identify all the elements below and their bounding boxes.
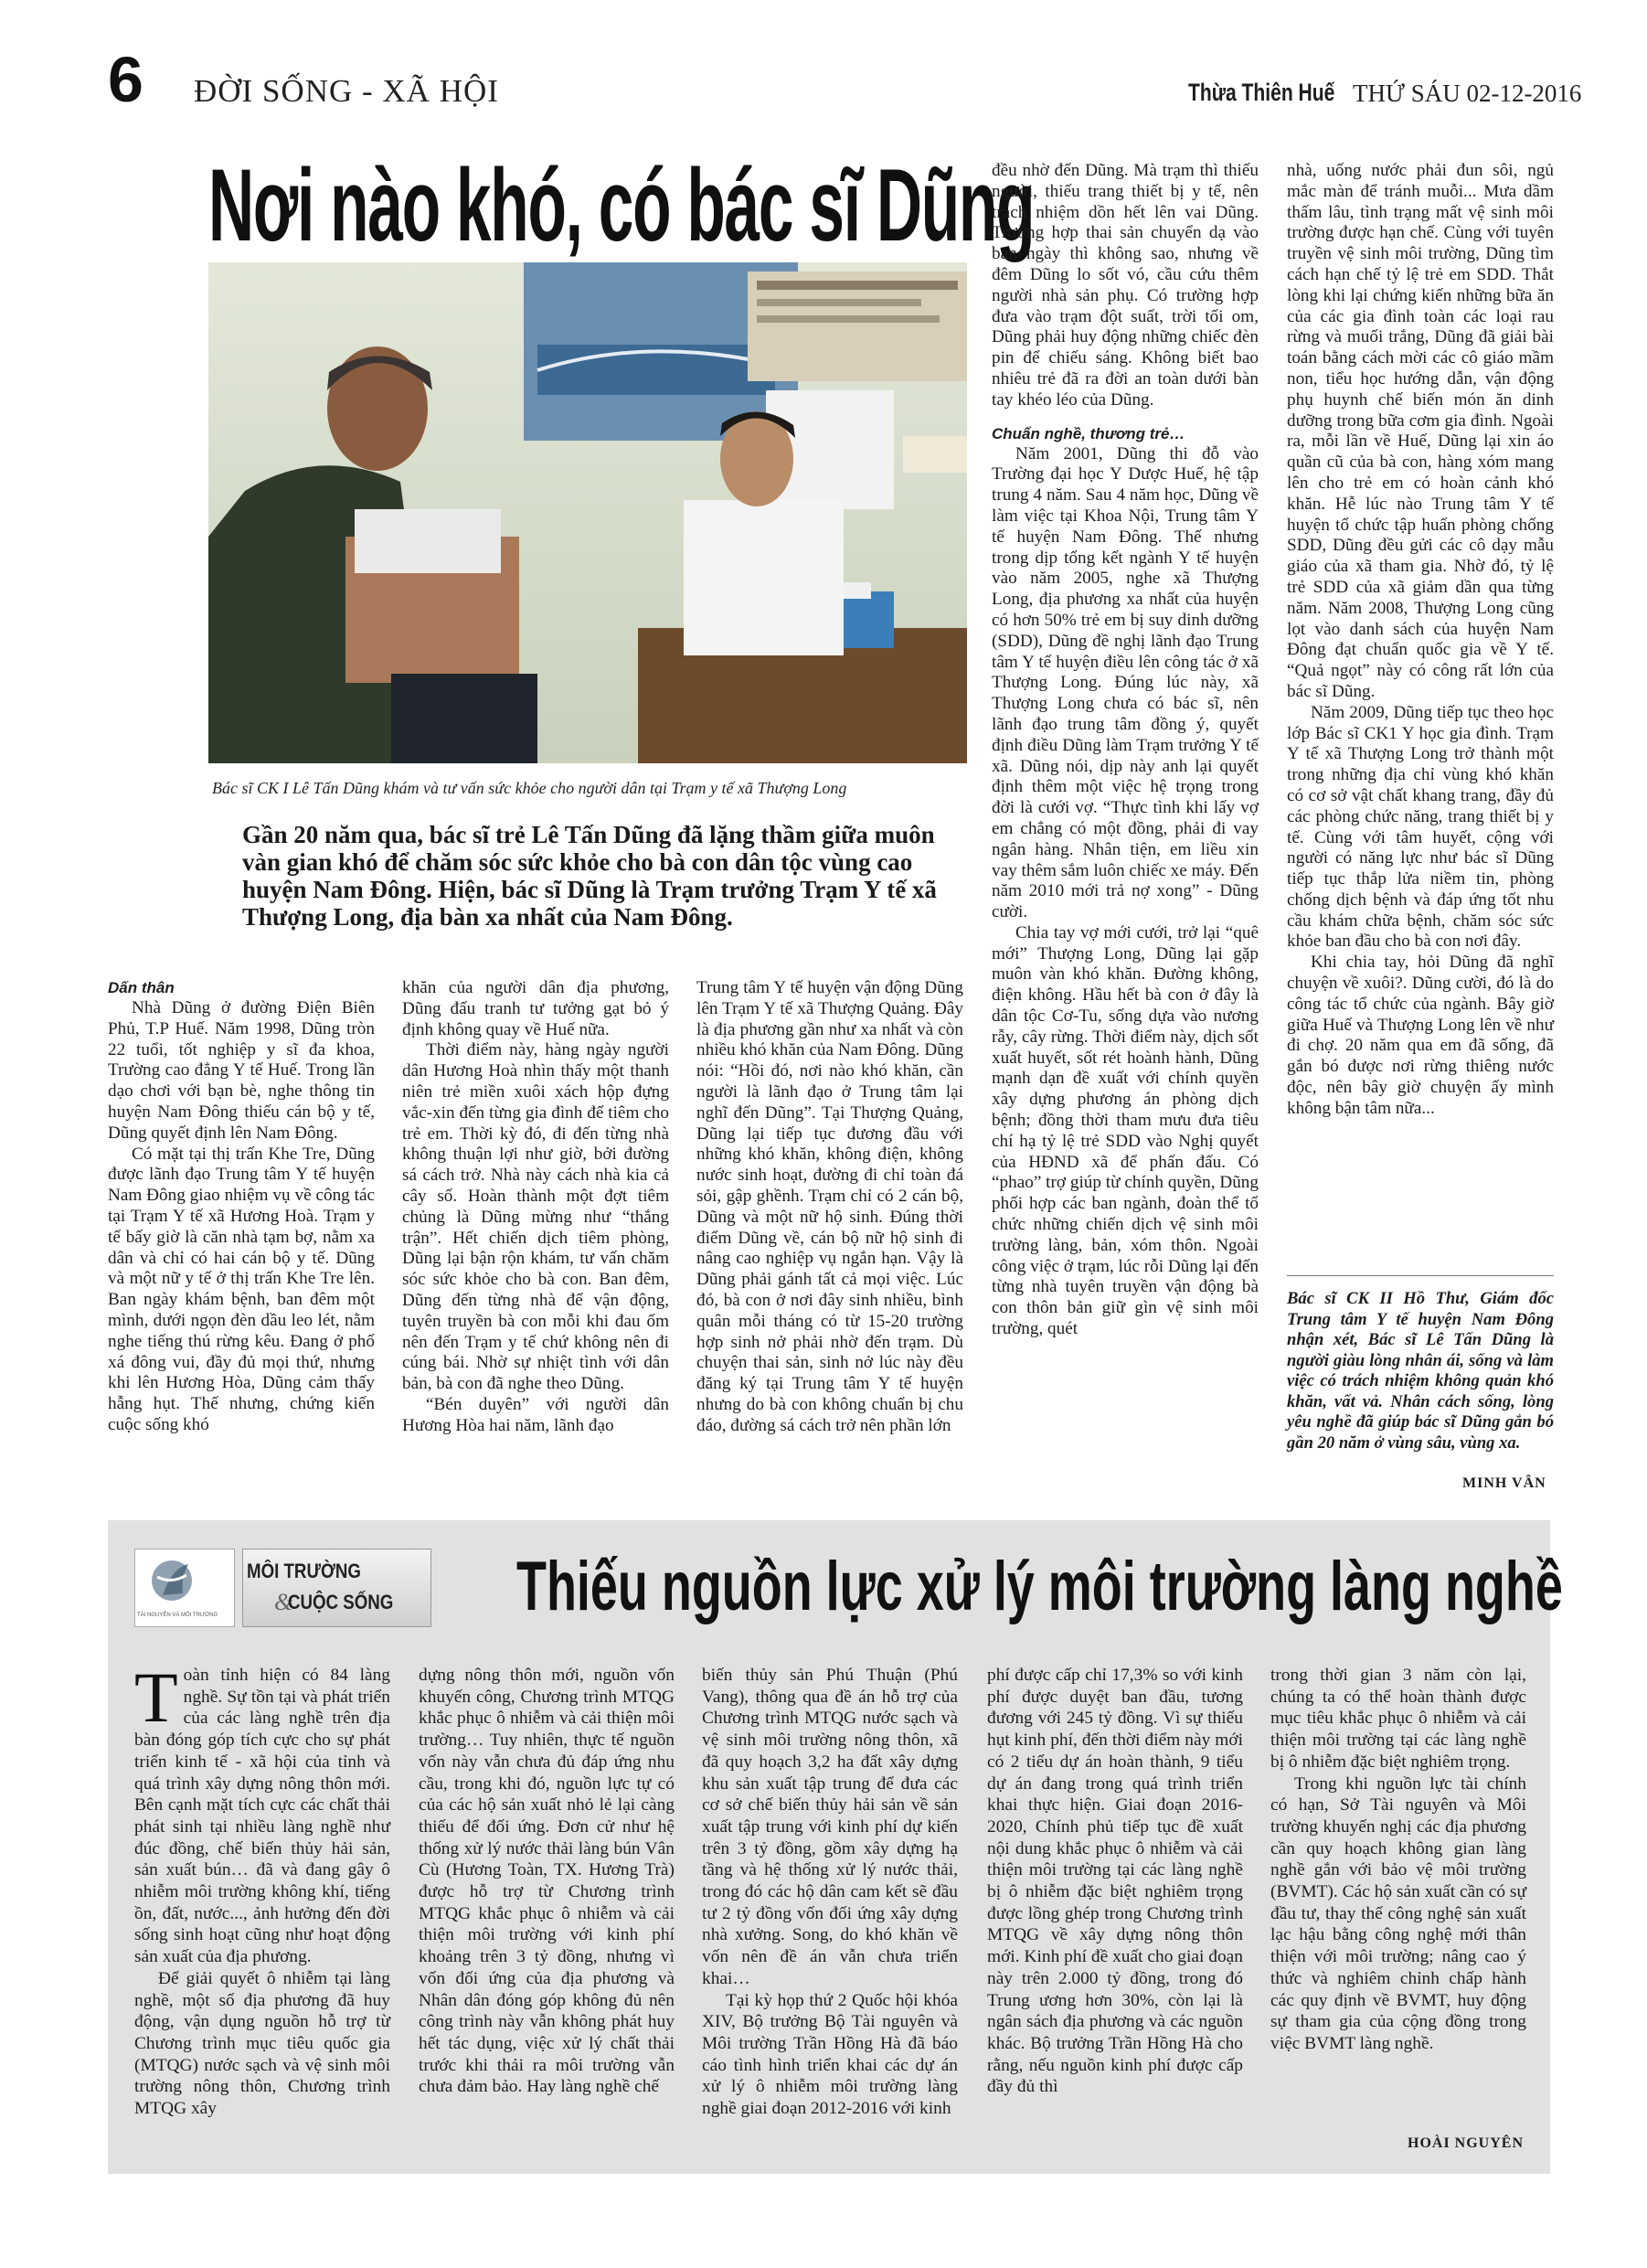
article-photo <box>208 262 967 763</box>
paragraph: Khi chia tay, hỏi Dũng đã nghĩ chuyện về xuôi?. Dũng cười, đó là do công tác tổ chức của ngành. Bây giờ giữa Huế và Thượng Long lên về như đi chợ. 20 năm qua em đã sống, đã gắn bó được nơi rừng thiêng nước độc, nên bây giờ chuyện ấy mình không bận tâm nữa... <box>1287 953 1554 1118</box>
article2-headline: Thiếu nguồn lực xử lý môi trường làng nghề <box>516 1548 1563 1625</box>
paragraph: Năm 2001, Dũng thi đỗ vào Trường đại học Y Dược Huế, hệ tập trung 4 năm. Sau 4 năm học, Dũng về làm việc tại Khoa Nội, Trung tâm Y tế huyện Nam Đông. Thế nhưng trong dịp tổng kết ngành Y tế huyện vào năm 2005, nghe xã Thượng Long, địa phương xa nhất của huyện có hơn 50% trẻ em bị suy dinh dưỡng (SDD), Dũng đề nghị lãnh đạo Trung tâm Y tế huyện điều lên công tác ở xã Thượng Long. Đúng lúc này, xã Thượng Long chưa có bác sĩ, nên lãnh đạo trung tâm đồng ý, quyết định điều Dũng làm Trạm trưởng Y tế xã. Dũng nói, dịp này anh lại quyết định thêm một việc hệ trọng trong đời là cưới vợ. “Thực tình khi lấy vợ em chẳng có một đồng, phải đi vay ngân hàng. Nhân tiện, em liều xin vay thêm sắm luôn chiếc xe máy. Đến năm 2010 mới trả nợ xong” - Dũng cười. <box>992 443 1259 922</box>
divider <box>1287 1275 1554 1276</box>
tag-cuoc-song: CUỘC SỐNG <box>288 1591 394 1613</box>
article1-column-3 <box>696 978 963 1437</box>
paragraph: Thời điểm này, hàng ngày người dân Hương Hoà nhìn thấy một thanh niên trẻ miền xuôi xách hộp đựng vắc-xin đến từng gia đình để tiêm cho trẻ em. Thời kỳ đó, đi đến từng nhà không thuận lợi như giờ, bởi đường sá cách trở. Nhà này cách nhà kia cả cây số. Hoàn thành một đợt tiêm chủng là Dũng mừng như “thắng trận”. Hết chiến dịch tiêm phòng, Dũng lại bận rộn khám, tư vấn chăm sóc sức khỏe cho bà con. Ban đêm, Dũng đến từng nhà để vận động, tuyên truyền bà con mỗi khi đau ốm nên đến Trạm y tế chứ không nên đi cúng bái. Nhờ sự nhiệt tình với dân bản, bà con đã nghe theo Dũng. <box>402 1040 669 1394</box>
article-lead: Gần 20 năm qua, bác sĩ trẻ Lê Tấn Dũng đã lặng thầm giữa muôn vàn gian khó để chăm sóc sức khỏe cho bà con dân tộc vùng cao huyện Nam Đông. Hiện, bác sĩ Dũng là Trạm trưởng Trạm Y tế xã Thượng Long, địa bàn xa nhất của Nam Đông. <box>242 821 937 931</box>
subhead-chuan-nghe: Chuẩn nghề, thương trẻ… <box>992 424 1185 442</box>
paragraph: trong thời gian 3 năm còn lại, chúng ta có thể hoàn thành được mục tiêu khắc phục ô nhiễm và cải thiện môi trường tại các làng nghề bị ô nhiễm đặc biệt nghiêm trọng. <box>1270 1666 1526 1772</box>
article-headline: Nơi nào khó, có bác sĩ Dũng <box>208 148 1035 262</box>
tag-moi-truong: MÔI TRƯỜNG <box>247 1560 361 1582</box>
article2-column-5 <box>1270 1665 1526 2055</box>
article1-author: MINH VÂN <box>1462 1475 1546 1491</box>
paragraph: “Bén duyên” với người dân Hương Hòa hai năm, lãnh đạo <box>402 1394 669 1435</box>
article1-column-4 <box>992 161 1259 1340</box>
article2-column-4 <box>987 1665 1243 2098</box>
paragraph: khăn của người dân địa phương, Dũng đấu tranh tư tưởng gạt bỏ ý định không quay về Huế nữa. <box>402 978 669 1039</box>
newspaper-name: Thừa Thiên Huế <box>1188 79 1335 106</box>
article1-column-1 <box>108 978 375 1436</box>
paragraph: Chia tay vợ mới cưới, trở lại “quê mới” Thượng Long, Dũng lại gặp muôn vàn khó khăn. Đường không, điện không. Hầu hết bà con ở đây là dân tộc Cơ-Tu, sống dựa vào nương rẫy, cây rừng. Thời điểm này, dịch sốt xuất huyết, sốt rét hoành hành, Dũng mạnh dạn đề xuất với chính quyền xây dựng phương án phòng dịch bệnh; đồng thời tham mưu đưa tiêu chí hạ tỷ lệ trẻ SDD vào Nghị quyết của HĐND xã để phấn đấu. Có “phao” trợ giúp từ chính quyền, Dũng phối hợp các ban ngành, đoàn thể tổ chức những chiến dịch vệ sinh môi trường làng, bản, xóm thôn. Ngoài công việc ở trạm, lúc rỗi Dũng lại đến từng nhà tuyên truyền vận động bà con thôn bản giữ gìn vệ sinh môi trường, quét <box>992 922 1259 1339</box>
paragraph: biến thủy sản Phú Thuận (Phú Vang), thông qua đề án hỗ trợ của Chương trình MTQG nước sạch và vệ sinh môi trường nông thôn, xã đã quy hoạch 3,2 ha đất xây dựng khu sản xuất tập trung để đưa các cơ sở chế biến thủy hải sản về sản xuất tập trung với kinh phí dự kiến trên 3 tỷ đồng, gồm xây dựng hạ tầng và hệ thống xử lý nước thải, trong đó các hộ dân cam kết sẽ đầu tư 2 tỷ đồng vốn đối ứng xây dựng nhà xưởng. Song, do khó khăn về vốn nên đề án vẫn chưa triển khai… <box>702 1666 958 1988</box>
issue-date: THỨ SÁU 02-12-2016 <box>1353 80 1582 107</box>
drop-cap: T <box>134 1657 178 1737</box>
article1-column-5 <box>1287 161 1554 1120</box>
paragraph: Trong khi nguồn lực tài chính có hạn, Sở Tài nguyên và Môi trường khuyến nghị các địa phương cần quy hoạch không gian làng nghề gắn với bảo vệ môi trường (BVMT). Các hộ sản xuất cần có sự đầu tư, thay thế công nghệ sản xuất lạc hậu bằng công nghệ mới thân thiện với môi trường; nâng cao ý thức và nghiêm chỉnh chấp hành các quy định về BVMT, huy động sự tham gia của cộng đồng trong việc BVMT làng nghề. <box>1270 1773 1526 2053</box>
paragraph: oàn tỉnh hiện có 84 làng nghề. Sự tồn tại và phát triển của các làng nghề trên địa bàn đóng góp tích cực cho sự phát triển kinh tế - xã hội của tỉnh và quá trình xây dựng nông thôn mới. Bên cạnh mặt tích cực các chất thải phát sinh tại nhiều làng nghề như đúc đồng, chế biến thủy hải sản, sản xuất bún… đã và đang gây ô nhiễm môi trường không khí, tiếng ồn, đất, nước..., ảnh hưởng đến đời sống sinh hoạt cũng như hoạt động sản xuất của địa phương. <box>134 1666 390 1967</box>
paragraph: dựng nông thôn mới, nguồn vốn khuyến công, Chương trình MTQG khắc phục ô nhiễm và cải thiện môi trường… Tuy nhiên, thực tế nguồn vốn này vẫn chưa đủ đáp ứng nhu cầu, trong khi đó, nguồn lực tự có của các hộ sản xuất nhỏ lẻ lại càng thiếu để đối ứng. Đơn cử như hệ thống xử lý nước thải làng bún Vân Cù (Hương Toàn, TX. Hương Trà) được hỗ trợ từ Chương trình MTQG khắc phục ô nhiễm và cải thiện môi trường với kinh phí khoảng trên 3 tỷ đồng, nhưng vì vốn đối ứng của địa phương và Nhân dân đóng góp không đủ nên công trình này vẫn không phát huy hết tác dụng, việc xử lý chất thải trước khi thải ra môi trường vẫn chưa đảm bảo. Hay làng nghề chế <box>419 1666 675 2097</box>
article2-column-3 <box>702 1665 958 2120</box>
paragraph: Để giải quyết ô nhiễm tại làng nghề, một số địa phương đã huy động, vận dụng nguồn hỗ trợ từ Chương trình mục tiêu quốc gia (MTQG) nước sạch và vệ sinh môi trường nông thôn, Chương trình MTQG xây <box>134 1968 390 2119</box>
tag-ampersand: & <box>274 1589 293 1615</box>
article2-column-2 <box>419 1665 675 2098</box>
paragraph: Trung tâm Y tế huyện vận động Dũng lên Trạm Y tế xã Thượng Quảng. Đây là địa phương gần như xa nhất và còn nhiều khó khăn của Nam Đông. Dũng nói: “Hồi đó, nơi nào khó khăn, cần người là lãnh đạo ở Trung tâm lại nghĩ đến Dũng”. Tại Thượng Quảng, Dũng lại tiếp tục đương đầu với những khó khăn, không điện, không nước sinh hoạt, đường đi chỉ toàn đá sỏi, gập ghềnh. Trạm chỉ có 2 cán bộ, Dũng và một nữ hộ sinh. Đúng thời điểm Dũng về, cán bộ nữ hộ sinh đi nâng cao nghiệp vụ ngắn hạn. Vậy là Dũng phải gánh tất cả mọi việc. Lúc đó, bà con ở nơi đây sinh nhiều, bình quân mỗi tháng có từ 15-20 trường hợp sinh nở phải nhờ đến trạm. Dù chuyện thai sản, sinh nở lúc này đều đăng ký tại Trung tâm Y tế huyện nhưng do bà con không chuẩn bị chu đáo, đường sá cách trở nên phần lớn <box>696 978 963 1435</box>
article2-author: HOÀI NGUYÊN <box>1408 2135 1525 2151</box>
article2-column-1 <box>134 1657 390 2120</box>
page-number: 6 <box>108 44 143 115</box>
paragraph: Nhà Dũng ở đường Điện Biên Phủ, T.P Huế. Năm 1998, Dũng tròn 22 tuổi, tốt nghiệp y sĩ đa khoa, Trường cao đẳng Y tế Huế. Trong lần dạo chơi với bạn bè, nghe thông tin huyện Nam Đông thiếu cán bộ y tế, Dũng quyết định lên Nam Đông. <box>108 998 375 1143</box>
pull-quote: Bác sĩ CK II Hồ Thư, Giám đốc Trung tâm Y tế huyện Nam Đông nhận xét, Bác sĩ Lê Tấn Dũng là người giàu lòng nhân ái, sống và làm việc có trách nhiệm không quản khó khăn, vất vả. Nhân cách sống, lòng yêu nghề đã giúp bác sĩ Dũng gắn bó gần 20 năm ở vùng sâu, vùng xa. <box>1287 1289 1554 1453</box>
photo-caption: Bác sĩ CK I Lê Tấn Dũng khám và tư vấn sức khỏe cho người dân tại Trạm y tế xã Thượng Long <box>212 779 847 797</box>
paragraph: đều nhờ đến Dũng. Mà trạm thì thiếu người, thiếu trang thiết bị y tế, nên trách nhiệm dồn hết lên vai Dũng. Trường hợp thai sản chuyển dạ vào ban ngày thì không sao, nhưng về đêm Dũng lo sốt vó, cầu cứu thêm người nhà sản phụ. Có trường hợp đưa vào trạm đột suất, trời tối om, Dũng phải huy động những chiếc đèn pin để chiếu sáng. Không biết bao nhiêu trẻ đã ra đời an toàn dưới bàn tay khéo léo của Dũng. <box>992 161 1259 410</box>
subhead-dan-than: Dấn thân <box>108 979 175 996</box>
section-title: ĐỜI SỐNG - XÃ HỘI <box>194 73 499 109</box>
paragraph: Năm 2009, Dũng tiếp tục theo học lớp Bác sĩ CK1 Y học gia đình. Trạm Y tế xã Thượng Long trở thành một trong những địa chỉ vùng khó khăn có cơ sở vật chất khang trang, đầy đủ các phòng chức năng, trang thiết bị y tế. Cùng với tâm huyết, cộng với người có năng lực như bác sĩ Dũng tiếp tục thắp lửa niềm tin, phòng chống dịch bệnh và đáp ứng tốt nhu cầu khám chữa bệnh, chăm sóc sức khỏe ban đầu cho bà con nơi đây. <box>1287 702 1554 952</box>
paragraph: Tại kỳ họp thứ 2 Quốc hội khóa XIV, Bộ trưởng Bộ Tài nguyên và Môi trường Trần Hồng Hà đã báo cáo tình hình triển khai các dự án xử lý ô nhiễm môi trường làng nghề giai đoạn 2012-2016 với kinh <box>702 1990 958 2119</box>
paragraph: Có mặt tại thị trấn Khe Tre, Dũng được lãnh đạo Trung tâm Y tế huyện Nam Đông giao nhiệm vụ về công tác tại Trạm Y tế xã Hương Hoà. Trạm y tế bấy giờ là căn nhà tạm bợ, nằm xa dân và chỉ có hai cán bộ y tế. Dũng và một nữ y tế ở thị trấn Khe Tre lên. Ban ngày khám bệnh, ban đêm một mình, dưới ngọn đèn dầu leo lét, nằm nghe tiếng thú rừng kêu. Đang ở phố xá đông vui, đầy đủ mọi thứ, nhưng khi lên Hương Hòa, Dũng cảm thấy hẫng hụt. Thế nhưng, chứng kiến cuộc sống khó <box>108 1144 375 1434</box>
photo-illustration <box>208 262 967 763</box>
article1-column-2 <box>402 978 669 1437</box>
paragraph: phí được cấp chỉ 17,3% so với kinh phí được duyệt ban đầu, tương đương với 245 tỷ đồng. Vì sự thiếu hụt kinh phí, đến thời điểm này mới có 2 tiểu dự án hoàn thành, 9 tiểu dự án đang trong quá trình triển khai thực hiện. Giai đoạn 2016-2020, Chính phủ tiếp tục đề xuất nội dung khắc phục ô nhiễm và cải thiện môi trường tại các làng nghề bị ô nhiễm đặc biệt nghiêm trọng được lồng ghép trong Chương trình MTQG về xây dựng nông thôn mới. Kinh phí đề xuất cho giai đoạn này trên 2.000 tỷ đồng, trong đó Trung ương hơn 30%, còn lại là ngân sách địa phương và các nguồn khác. Bộ trưởng Trần Hồng Hà cho rằng, nếu nguồn kinh phí được cấp đầy đủ thì <box>987 1666 1243 2097</box>
logo-caption: TÀI NGUYÊN VÀ MÔI TRƯỜNG <box>137 1613 218 1618</box>
paragraph: nhà, uống nước phải đun sôi, ngủ mắc màn để tránh muỗi... Mưa dầm thấm lâu, tình trạng mất vệ sinh môi trường được hạn chế. Cùng với tuyên truyền vệ sinh môi trường, Dũng tìm cách hạn chế tỷ lệ trẻ em SDD. Thắt lòng khi lại chứng kiến những bữa ăn của các gia đình toàn các loại rau rừng và muối trắng, Dũng đã giải bài toán bằng cách mời các cô giáo mầm non, tiểu học hướng dẫn, vận động phụ huynh chế biến món ăn dinh dưỡng trong bữa cơm gia đình. Ngoài ra, mỗi lần về Huế, Dũng lại xin áo quần cũ của bà con, hàng xóm mang lên cho trẻ em có hoàn cảnh khó khăn. Hễ lúc nào Trung tâm Y tế huyện tổ chức tập huấn phòng chống SDD, Dũng đều gửi các cô dạy mẫu giáo của xã tham gia. Nhờ đó, tỷ lệ trẻ SDD của xã giảm dần qua từng năm. Năm 2008, Thượng Long cũng lọt vào danh sách của huyện Nam Đông đạt chuẩn quốc gia về Y tế. “Quả ngọt” này có công rất lớn của bác sĩ Dũng. <box>1287 161 1554 701</box>
